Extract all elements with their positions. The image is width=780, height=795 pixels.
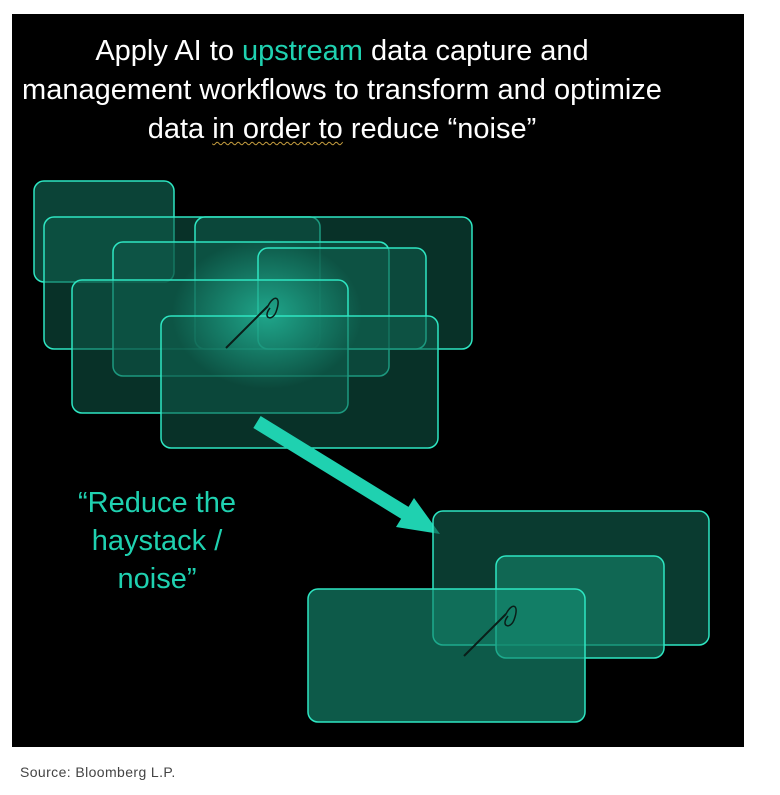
callout-text: “Reduce the haystack / noise” [78,487,236,595]
slide [12,14,744,747]
headline-part3: reduce “noise” [342,113,537,145]
headline-accent: upstream [242,35,363,67]
noise-box [308,589,585,722]
headline-part1: Apply AI to [95,35,243,67]
haystack-large [34,181,472,448]
source-note: Source: Bloomberg L.P. [20,764,176,780]
headline-squiggle: in order to [212,113,343,145]
haystack-diagram [12,14,744,747]
headline-part2: data capture and management workflows to transform and optimize data [22,35,662,145]
